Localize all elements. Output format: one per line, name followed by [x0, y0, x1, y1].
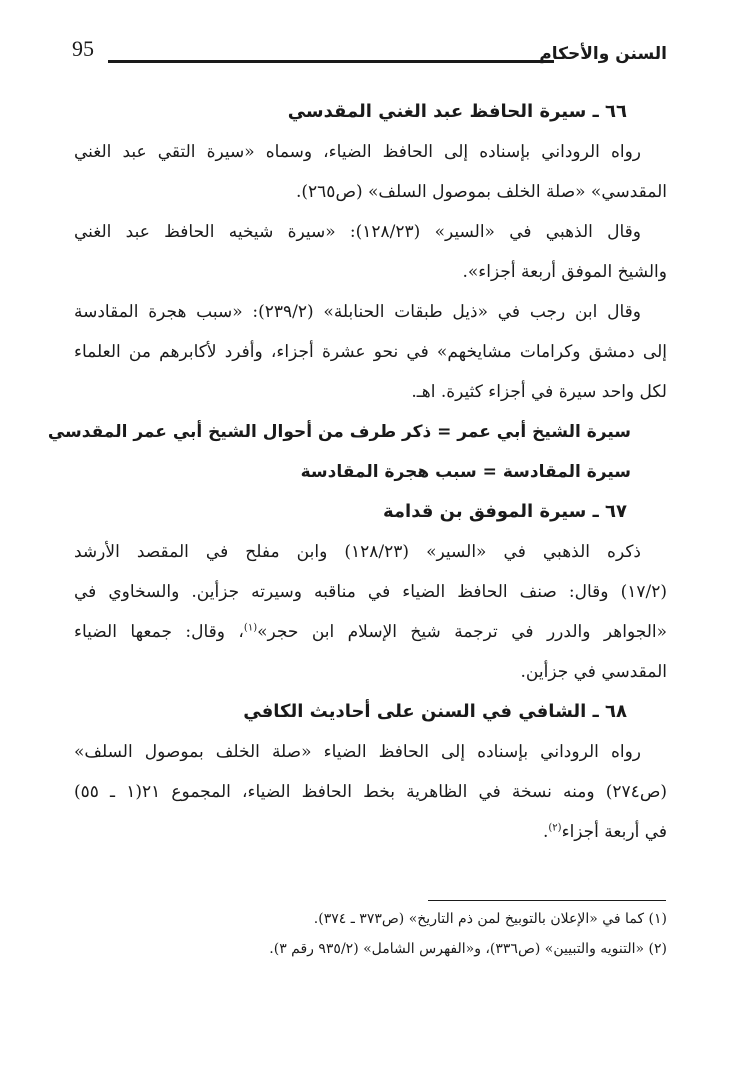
paragraph-line: (١٧/٢) وقال: صنف الحافظ الضياء في مناقبه وسيرته جزأين. والسخاوي في	[74, 582, 667, 602]
footnote-ref-2[interactable]: (٢)	[548, 822, 562, 834]
footnotes	[74, 904, 667, 964]
footnote-divider	[428, 900, 666, 901]
main-text	[47, 92, 667, 852]
cross-reference: سيرة المقادسة = سبب هجرة المقادسة	[300, 462, 631, 482]
paragraph-line: المقدسي في جزأين.	[520, 662, 667, 682]
paragraph-line: رواه الروداني بإسناده إلى الحافظ الضياء «صلة الخلف بموصول السلف»	[74, 742, 641, 762]
text-run: «الجواهر والدرر في ترجمة شيخ الإسلام ابن حجر»	[257, 622, 667, 642]
paragraph-line: والشيخ الموفق أربعة أجزاء».	[462, 262, 667, 282]
paragraph-line: المقدسي» «صلة الخلف بموصول السلف» (ص٢٦٥).	[295, 182, 667, 202]
paragraph-line: وقال ابن رجب في «ذيل طبقات الحنابلة» (٢٣٩/٢): «سبب هجرة المقادسة	[74, 302, 642, 322]
running-title: السنن والأحكام	[539, 44, 667, 64]
footnote-ref-1[interactable]: (١)	[243, 622, 258, 634]
paragraph-line: إلى دمشق وكرامات مشايخهم» في نحو عشرة أجزاء، وأفرد لأكابرهم من العلماء	[74, 342, 667, 362]
paragraph-line: لكل واحد سيرة في أجزاء كثيرة. اهـ.	[411, 382, 667, 402]
text-run: ، وقال: جمعها الضياء	[74, 622, 244, 642]
paragraph-line	[74, 612, 667, 652]
section-66-heading: ٦٦ ـ سيرة الحافظ عبد الغني المقدسي	[287, 101, 627, 122]
paragraph-line: وقال الذهبي في «السير» (١٢٨/٢٣): «سيرة شيخيه الحافظ عبد الغني	[74, 222, 642, 242]
header-rule	[108, 60, 554, 63]
section-67-heading: ٦٧ ـ سيرة الموفق بن قدامة	[382, 501, 627, 522]
section-68-heading: ٦٨ ـ الشافي في السنن على أحاديث الكافي	[243, 701, 627, 722]
text-run: في أربعة أجزاء	[561, 822, 667, 842]
text-run: .	[542, 822, 549, 842]
footnote-2: (٢) «التنويه والتبيين» (ص٣٣٦)، و«الفهرس الشامل» (٩٣٥/٢ رقم ٣).	[269, 941, 667, 957]
paragraph-line: (ص٢٧٤) ومنه نسخة في الظاهرية بخط الحافظ الضياء، المجموع ٢١(١ ـ ٥٥)	[74, 782, 667, 802]
footnote-1: (١) كما في «الإعلان بالتوبيخ لمن ذم التاريخ» (ص٣٧٣ ـ ٣٧٤).	[313, 911, 667, 927]
paragraph-line	[74, 812, 667, 852]
paragraph-line: ذكره الذهبي في «السير» (١٢٨/٢٣) وابن مفلح في المقصد الأرشد	[74, 542, 641, 562]
paragraph-line: رواه الروداني بإسناده إلى الحافظ الضياء، وسماه «سيرة التقي عبد الغني	[74, 142, 641, 162]
cross-reference: سيرة الشيخ أبي عمر = ذكر طرف من أحوال الشيخ أبي عمر المقدسي	[47, 422, 631, 442]
page-number: 95	[72, 36, 94, 61]
